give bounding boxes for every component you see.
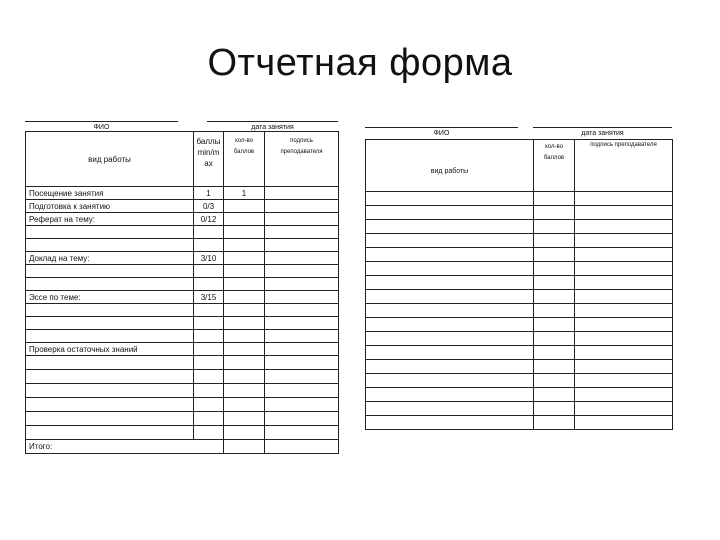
signature-header-line2: преподавателя (280, 149, 323, 155)
table-row (366, 248, 673, 262)
left-header-row (26, 132, 339, 187)
row-count (224, 440, 265, 454)
table-row (26, 187, 339, 200)
table-row (366, 388, 673, 402)
table-row (366, 346, 673, 360)
table-row (366, 206, 673, 220)
row-label: Реферат на тему: (26, 213, 194, 226)
points-header-line2: min/m (197, 148, 220, 157)
row-signature (265, 187, 339, 200)
table-row (366, 332, 673, 346)
table-row (26, 252, 339, 265)
table-row (26, 384, 339, 398)
row-label: Подготовка к занятию (26, 200, 194, 213)
row-label-total: Итого: (26, 440, 224, 454)
table-row (366, 276, 673, 290)
table-row (366, 374, 673, 388)
row-count (224, 252, 265, 265)
row-count (224, 213, 265, 226)
left-work-type-label: вид работы (88, 154, 131, 164)
page-title: Отчетная форма (207, 42, 513, 84)
row-count (224, 291, 265, 304)
left-points-header (194, 132, 224, 187)
row-signature (265, 200, 339, 213)
row-points: 3/15 (194, 291, 224, 304)
left-date-line (207, 121, 338, 122)
signature-header-line1: подпись (290, 138, 313, 144)
right-signature-label: подпись преподавателя (590, 142, 657, 148)
table-row (366, 262, 673, 276)
right-signature-header (575, 140, 673, 192)
row-count (224, 343, 265, 356)
table-row (26, 265, 339, 278)
table-row (26, 356, 339, 370)
table-row (366, 360, 673, 374)
table-row (26, 226, 339, 239)
row-label: Эссе по теме: (26, 291, 194, 304)
count-header-line2: баллов (233, 149, 255, 155)
row-label: Доклад на тему: (26, 252, 194, 265)
right-date-line (533, 127, 672, 128)
right-fio-label: ФИО (433, 130, 450, 137)
table-row (366, 318, 673, 332)
points-header-line1: баллы (196, 137, 221, 146)
row-points: 3/10 (194, 252, 224, 265)
right-report-table (365, 139, 673, 430)
table-row (26, 213, 339, 226)
right-date-label: дата занятия (581, 130, 624, 137)
right-count-header (534, 140, 575, 192)
row-label: Проверка остаточных знаний (26, 343, 194, 356)
row-points: 1 (194, 187, 224, 200)
left-date-label: дата занятия (251, 124, 294, 131)
row-signature (265, 213, 339, 226)
table-row (26, 200, 339, 213)
left-count-header (224, 132, 265, 187)
left-fio-label: ФИО (93, 124, 110, 131)
row-points: 0/3 (194, 200, 224, 213)
left-work-type-header (26, 132, 194, 187)
table-row (26, 412, 339, 426)
row-signature (265, 252, 339, 265)
right-count-header-line1: кол-во (545, 144, 563, 150)
row-signature (265, 440, 339, 454)
table-row (26, 304, 339, 317)
row-count (224, 200, 265, 213)
table-row (366, 290, 673, 304)
right-fio-line (365, 127, 518, 128)
right-header-row (366, 140, 673, 192)
table-row (26, 398, 339, 412)
right-work-type-label: вид работы (430, 168, 469, 175)
row-label: Посещение занятия (26, 187, 194, 200)
points-header-line3: ax (204, 159, 213, 168)
table-row (26, 343, 339, 356)
row-signature (265, 291, 339, 304)
count-header-line1: кол-во (235, 138, 253, 144)
row-points: 0/12 (194, 213, 224, 226)
table-row (366, 402, 673, 416)
right-work-type-header (366, 140, 534, 192)
table-row (366, 304, 673, 318)
table-row (26, 426, 339, 440)
table-row (26, 330, 339, 343)
table-row (26, 239, 339, 252)
table-row (26, 278, 339, 291)
row-count: 1 (224, 187, 265, 200)
row-points (194, 343, 224, 356)
table-row (366, 234, 673, 248)
left-report-table (25, 131, 339, 454)
right-count-header-line2: баллов (543, 155, 565, 161)
table-row (26, 370, 339, 384)
table-row (366, 220, 673, 234)
table-row (26, 317, 339, 330)
table-row (26, 440, 339, 454)
table-row (26, 291, 339, 304)
table-row (366, 192, 673, 206)
row-signature (265, 343, 339, 356)
table-row (366, 416, 673, 430)
left-signature-header (265, 132, 339, 187)
left-fio-line (25, 121, 178, 122)
